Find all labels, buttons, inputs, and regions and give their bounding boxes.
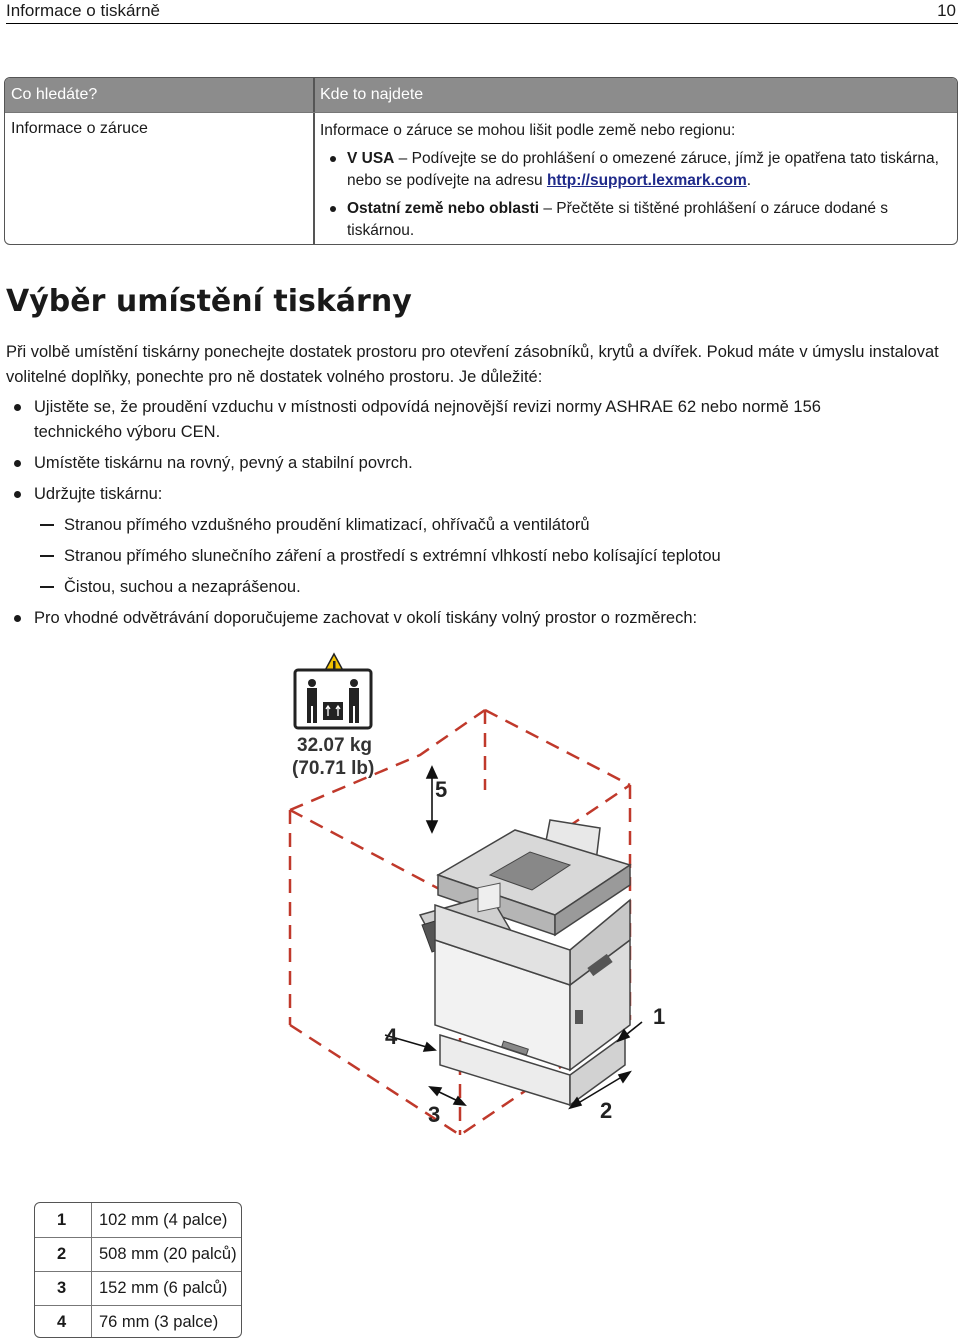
dimension-value: 152 mm (6 palců) bbox=[99, 1279, 228, 1297]
list-item: Pro vhodné odvětrávání doporučujeme zachovat v okolí tiskány volný prostor o rozměrech: bbox=[34, 606, 697, 631]
dimension-value: 508 mm (20 palců) bbox=[99, 1245, 237, 1263]
sub-list-item: Čistou, suchou a nezaprášenou. bbox=[64, 575, 301, 600]
dimension-value: 102 mm (4 palce) bbox=[99, 1211, 228, 1229]
table-row bbox=[35, 1203, 241, 1237]
warranty-table bbox=[4, 77, 958, 245]
sub-list-item: Stranou přímého vzdušného proudění klimatizací, ohřívačů a ventilátorů bbox=[64, 513, 590, 538]
section-intro: Při volbě umístění tiskárny ponechejte dostatek prostoru pro otevření zásobníků, krytů a dvířek. Pokud máte v úmyslu instalovat volitelné doplňky, ponechte pro ně dostatek volného prostoru. Je důležité: bbox=[6, 343, 939, 386]
support-link[interactable]: http://support.lexmark.com bbox=[546, 172, 747, 189]
other-text: – Přečtěte si tištěné prohlášení o záruce dodané s tiskárnou. bbox=[347, 200, 889, 239]
table-row bbox=[35, 1271, 241, 1305]
clearance-diagram bbox=[270, 650, 710, 1170]
dimension-value: 76 mm (3 palce) bbox=[99, 1313, 219, 1331]
dimension-key: 3 bbox=[57, 1279, 67, 1297]
dimension-label-3: 3 bbox=[428, 1102, 441, 1127]
list-item-continuation: technického výboru CEN. bbox=[34, 423, 221, 441]
table-row bbox=[35, 1305, 241, 1338]
two-person-lift-icon bbox=[295, 654, 371, 728]
row-divider bbox=[5, 112, 957, 113]
section-title: Výběr umístění tiskárny bbox=[6, 284, 412, 319]
box-top-back-edge bbox=[485, 710, 630, 785]
column-header-where: Kde to najdete bbox=[320, 86, 424, 103]
dimension-label-5: 5 bbox=[435, 777, 448, 802]
dimension-label-4: 4 bbox=[385, 1024, 398, 1049]
column-header-what: Co hledáte? bbox=[11, 86, 98, 103]
dimension-key: 4 bbox=[57, 1313, 67, 1331]
column-divider bbox=[313, 78, 315, 244]
list-item: Umístěte tiskárnu na rovný, pevný a stabilní povrch. bbox=[34, 451, 413, 476]
list-item: Udržujte tiskárnu: bbox=[34, 482, 162, 507]
header-title: Informace o tiskárně bbox=[6, 1, 161, 20]
weight-lb-label: (70.71 lb) bbox=[292, 758, 375, 779]
printer-illustration bbox=[420, 820, 630, 1105]
page-header bbox=[6, 0, 958, 24]
warranty-row-content bbox=[320, 120, 950, 245]
usa-label: V USA bbox=[347, 150, 395, 167]
warranty-intro: Informace o záruce se mohou lišit podle země nebo regionu: bbox=[320, 122, 736, 139]
clearance-figure bbox=[270, 650, 710, 1170]
table-row bbox=[35, 1237, 241, 1271]
usa-text: – Podívejte se do prohlášení o omezené záruce, jímž je opatřena tato tiskárna, nebo se podívejte na adresu bbox=[347, 150, 939, 189]
other-label: Ostatní země nebo oblasti bbox=[347, 200, 540, 217]
warranty-list bbox=[320, 148, 950, 242]
dimension-key: 2 bbox=[57, 1245, 67, 1263]
usa-end: . bbox=[746, 172, 752, 189]
sub-list-item: Stranou přímého slunečního záření a prostředí s extrémní vlhkostí nebo kolísající teplotou bbox=[64, 544, 721, 569]
list-item: Ujistěte se, že proudění vzduchu v místnosti odpovídá nejnovější revizi normy ASHRAE 62 nebo normě 156 bbox=[34, 395, 821, 420]
warranty-row-label: Informace o záruce bbox=[11, 120, 148, 137]
dimension-key: 1 bbox=[57, 1211, 67, 1229]
page-number: 10 bbox=[937, 1, 956, 20]
dimension-table bbox=[34, 1202, 242, 1338]
dimension-label-2: 2 bbox=[600, 1098, 613, 1123]
list-item bbox=[320, 198, 950, 242]
list-item bbox=[320, 148, 950, 192]
dimension-label-1: 1 bbox=[653, 1004, 666, 1029]
weight-kg-label: 32.07 kg bbox=[297, 735, 372, 756]
table-header-row bbox=[5, 78, 957, 112]
